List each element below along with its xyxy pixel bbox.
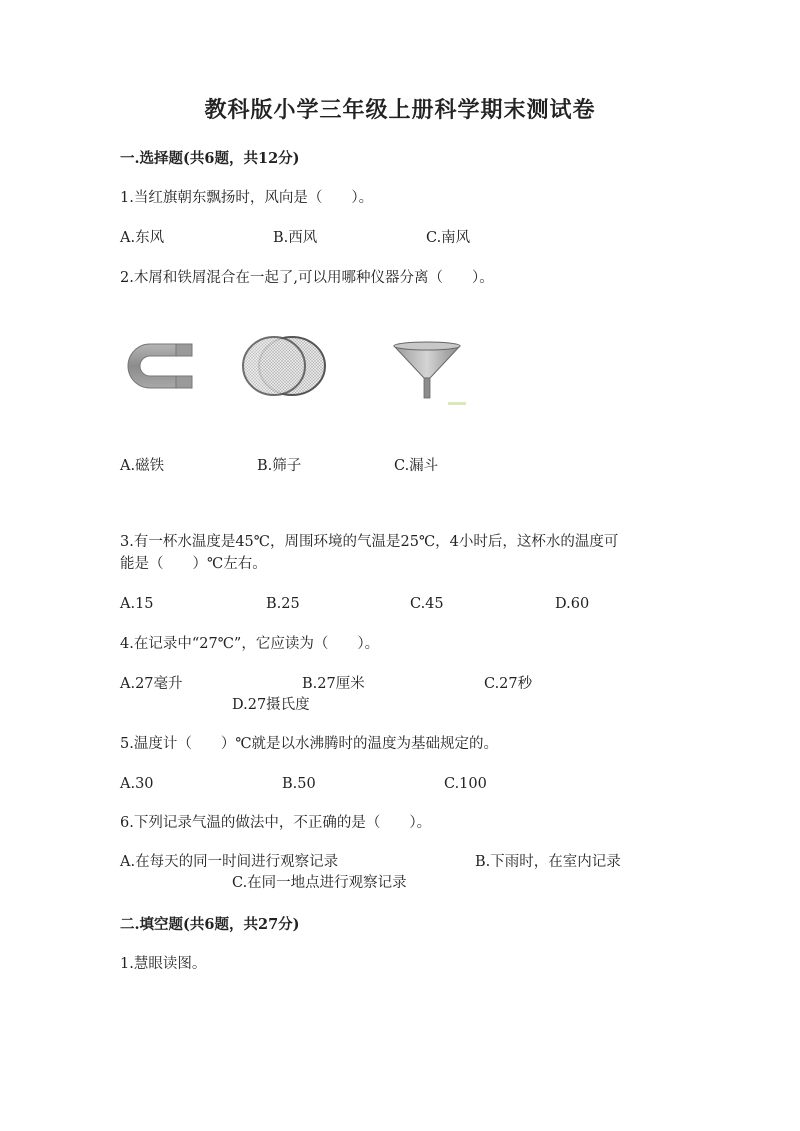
q1-option-b: B.西风 — [273, 230, 318, 246]
q2-option-c: C.漏斗 — [394, 458, 439, 474]
q2-option-b: B.筛子 — [257, 458, 302, 474]
q4-option-a: A.27毫升 — [120, 676, 183, 692]
q3-option-d: D.60 — [555, 596, 590, 612]
q6-option-a: A.在每天的同一时间进行观察记录 — [120, 854, 339, 870]
q5-option-c: C.100 — [444, 776, 487, 792]
sieve-icon — [240, 334, 330, 398]
q3-option-c: C.45 — [410, 596, 444, 612]
q6-option-b: B.下雨时，在室内记录 — [475, 854, 621, 870]
magnet-icon — [124, 340, 196, 396]
question-1: 1.当红旗朝东飘扬时，风向是（ ）。 — [120, 190, 374, 206]
q4-option-c: C.27秒 — [484, 676, 533, 692]
q2-option-a: A.磁铁 — [120, 458, 165, 474]
q5-option-b: B.50 — [282, 776, 316, 792]
q3-option-b: B.25 — [266, 596, 300, 612]
question-6: 6.下列记录气温的做法中，不正确的是（ ）。 — [120, 815, 432, 831]
q1-option-a: A.东风 — [120, 230, 165, 246]
q4-option-b: B.27厘米 — [302, 676, 365, 692]
section-heading-fill: 二.填空题(共6题，共27分) — [120, 916, 300, 933]
question-3-line-1: 3.有一杯水温度是45℃，周围环境的气温是25℃，4小时后，这杯水的温度可 — [120, 534, 619, 550]
q4-option-d: D.27摄氏度 — [232, 697, 310, 713]
question-5: 5.温度计（ ）℃就是以水沸腾时的温度为基础规定的。 — [120, 736, 499, 752]
question-4: 4.在记录中“27℃”，它应读为（ ）。 — [120, 636, 380, 652]
question-2: 2.木屑和铁屑混合在一起了,可以用哪种仪器分离（ ）。 — [120, 270, 494, 286]
q5-option-a: A.30 — [120, 776, 154, 792]
page-title: 教科版小学三年级上册科学期末测试卷 — [204, 97, 596, 123]
q6-option-c: C.在同一地点进行观察记录 — [232, 875, 407, 891]
fill-question-1: 1.慧眼读图。 — [120, 956, 207, 972]
question-3-line-2: 能是（ ）℃左右。 — [120, 556, 267, 572]
section-heading-choice: 一.选择题(共6题，共12分) — [120, 150, 300, 167]
q1-option-c: C.南风 — [426, 230, 471, 246]
q3-option-a: A.15 — [120, 596, 154, 612]
funnel-icon — [390, 338, 470, 416]
